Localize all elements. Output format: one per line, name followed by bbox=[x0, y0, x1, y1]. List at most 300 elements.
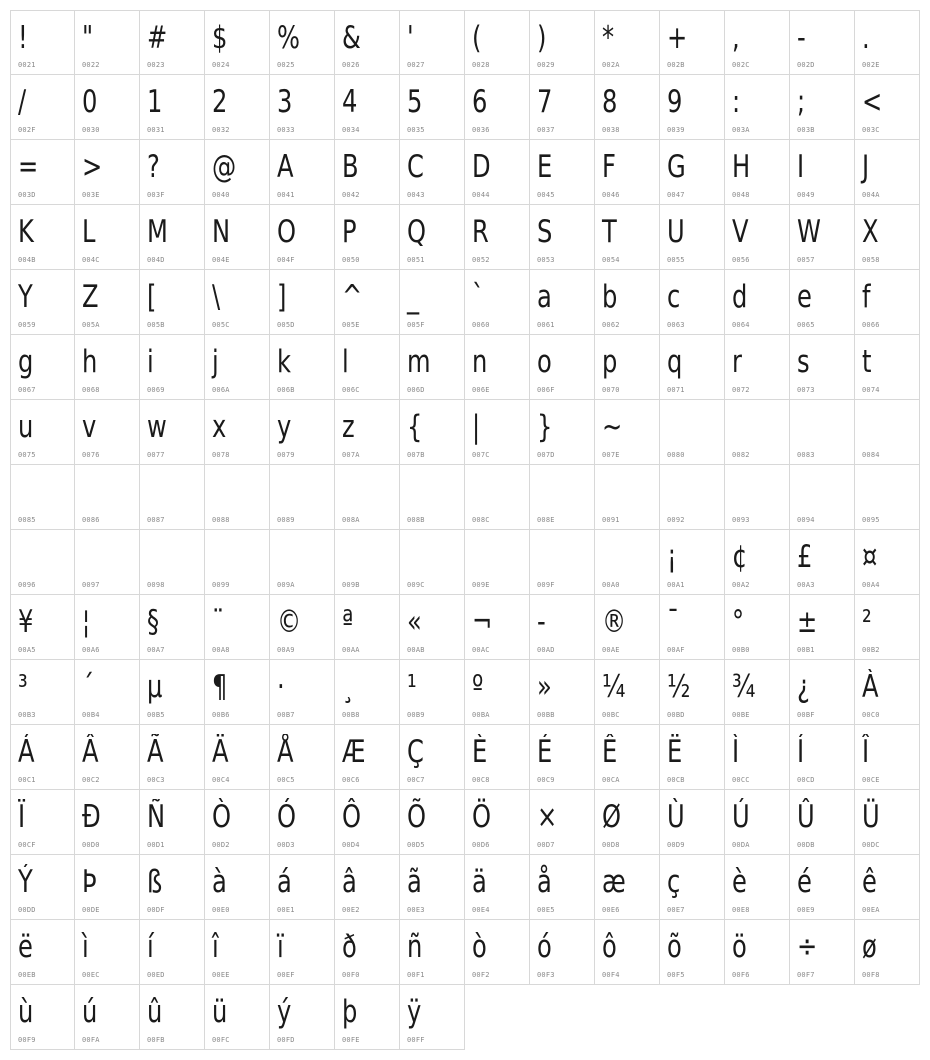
glyph-code: 004C bbox=[82, 256, 100, 264]
glyph-cell bbox=[530, 660, 595, 725]
glyph-code: 003E bbox=[82, 191, 100, 199]
glyph-char: h bbox=[82, 344, 98, 380]
glyph-code: 00F4 bbox=[602, 971, 620, 979]
glyph-char: Ó bbox=[277, 799, 297, 835]
glyph-cell bbox=[725, 270, 790, 335]
glyph-code: 0048 bbox=[732, 191, 750, 199]
glyph-code: 0034 bbox=[342, 126, 360, 134]
glyph-char: ¶ bbox=[212, 669, 228, 705]
glyph-grid bbox=[10, 10, 920, 1050]
glyph-code: 00AD bbox=[537, 646, 555, 654]
glyph-code: 0072 bbox=[732, 386, 750, 394]
glyph-cell bbox=[270, 335, 335, 400]
glyph-code: 0056 bbox=[732, 256, 750, 264]
glyph-code: 004F bbox=[277, 256, 295, 264]
glyph-code: 00FD bbox=[277, 1036, 295, 1044]
glyph-char: û bbox=[147, 994, 163, 1030]
glyph-char: 3 bbox=[277, 84, 293, 120]
glyph-code: 00E5 bbox=[537, 906, 555, 914]
glyph-cell bbox=[335, 985, 400, 1050]
glyph-code: 005C bbox=[212, 321, 230, 329]
glyph-char: N bbox=[212, 214, 231, 250]
glyph-cell bbox=[595, 595, 660, 660]
glyph-cell bbox=[75, 205, 140, 270]
glyph-code: 002C bbox=[732, 61, 750, 69]
glyph-char: ¬ bbox=[472, 604, 493, 640]
glyph-code: 0065 bbox=[797, 321, 815, 329]
glyph-char: & bbox=[342, 20, 361, 56]
glyph-code: 005A bbox=[82, 321, 100, 329]
glyph-cell bbox=[790, 725, 855, 790]
glyph-code: 00BD bbox=[667, 711, 685, 719]
glyph-char: f bbox=[862, 279, 871, 315]
glyph-cell bbox=[75, 465, 140, 530]
glyph-char: § bbox=[147, 604, 160, 640]
glyph-cell bbox=[400, 205, 465, 270]
glyph-cell bbox=[335, 855, 400, 920]
glyph-code: 00A7 bbox=[147, 646, 165, 654]
glyph-cell bbox=[205, 855, 270, 920]
glyph-char: " bbox=[82, 20, 94, 56]
glyph-code: 00E6 bbox=[602, 906, 620, 914]
glyph-code: 0024 bbox=[212, 61, 230, 69]
glyph-cell bbox=[270, 855, 335, 920]
glyph-char: ý bbox=[277, 994, 292, 1030]
glyph-cell bbox=[595, 725, 660, 790]
glyph-cell bbox=[790, 530, 855, 595]
glyph-cell bbox=[270, 595, 335, 660]
glyph-code: 0033 bbox=[277, 126, 295, 134]
glyph-char: Z bbox=[82, 279, 99, 315]
glyph-cell bbox=[725, 595, 790, 660]
glyph-char: Î bbox=[862, 734, 870, 770]
glyph-cell bbox=[335, 725, 400, 790]
glyph-code: 00A1 bbox=[667, 581, 685, 589]
glyph-cell bbox=[75, 270, 140, 335]
glyph-cell bbox=[725, 855, 790, 920]
glyph-cell bbox=[140, 335, 205, 400]
glyph-cell bbox=[790, 920, 855, 985]
glyph-cell bbox=[465, 10, 530, 75]
glyph-char: Ò bbox=[212, 799, 232, 835]
glyph-char: £ bbox=[797, 539, 813, 575]
glyph-code: 0070 bbox=[602, 386, 620, 394]
glyph-code: 0046 bbox=[602, 191, 620, 199]
glyph-code: 0023 bbox=[147, 61, 165, 69]
glyph-cell bbox=[400, 790, 465, 855]
glyph-code: 00C9 bbox=[537, 776, 555, 784]
glyph-code: 0097 bbox=[82, 581, 100, 589]
glyph-cell bbox=[335, 465, 400, 530]
glyph-char: Ô bbox=[342, 799, 362, 835]
glyph-char: s bbox=[797, 344, 810, 380]
glyph-code: 002A bbox=[602, 61, 620, 69]
glyph-char: @ bbox=[212, 149, 237, 185]
glyph-code: 0084 bbox=[862, 451, 880, 459]
glyph-code: 00C3 bbox=[147, 776, 165, 784]
glyph-cell bbox=[335, 790, 400, 855]
glyph-cell bbox=[205, 920, 270, 985]
glyph-char: í bbox=[147, 929, 154, 965]
glyph-code: 0089 bbox=[277, 516, 295, 524]
glyph-char: æ bbox=[602, 864, 626, 900]
glyph-char: R bbox=[472, 214, 489, 250]
glyph-cell bbox=[335, 140, 400, 205]
glyph-cell bbox=[790, 10, 855, 75]
glyph-char: ~ bbox=[602, 409, 623, 445]
glyph-code: 00D7 bbox=[537, 841, 555, 849]
glyph-code: 003A bbox=[732, 126, 750, 134]
glyph-char: Ý bbox=[18, 864, 33, 900]
glyph-cell bbox=[595, 205, 660, 270]
glyph-char: ( bbox=[472, 20, 482, 56]
glyph-code: 00DD bbox=[18, 906, 36, 914]
glyph-code: 0076 bbox=[82, 451, 100, 459]
glyph-cell bbox=[140, 985, 205, 1050]
glyph-code: 00F9 bbox=[18, 1036, 36, 1044]
glyph-char: º bbox=[472, 669, 484, 705]
glyph-cell bbox=[725, 530, 790, 595]
glyph-code: 0041 bbox=[277, 191, 295, 199]
glyph-cell bbox=[660, 205, 725, 270]
glyph-char: Õ bbox=[407, 799, 427, 835]
glyph-code: 00CA bbox=[602, 776, 620, 784]
glyph-code: 00CC bbox=[732, 776, 750, 784]
glyph-cell bbox=[725, 400, 790, 465]
glyph-code: 00DA bbox=[732, 841, 750, 849]
glyph-code: 0064 bbox=[732, 321, 750, 329]
glyph-char: ´ bbox=[82, 669, 95, 705]
glyph-cell bbox=[660, 465, 725, 530]
glyph-code: 008E bbox=[537, 516, 555, 524]
glyph-code: 00D8 bbox=[602, 841, 620, 849]
glyph-cell bbox=[725, 790, 790, 855]
glyph-cell bbox=[140, 725, 205, 790]
glyph-cell bbox=[140, 205, 205, 270]
glyph-char: G bbox=[667, 149, 686, 185]
glyph-char: W bbox=[797, 214, 821, 250]
glyph-cell bbox=[10, 530, 75, 595]
glyph-cell bbox=[400, 335, 465, 400]
glyph-cell bbox=[660, 75, 725, 140]
glyph-char: 7 bbox=[537, 84, 553, 120]
glyph-char: Ö bbox=[472, 799, 492, 835]
glyph-char: O bbox=[277, 214, 297, 250]
glyph-cell bbox=[205, 595, 270, 660]
glyph-cell bbox=[530, 75, 595, 140]
glyph-cell bbox=[725, 140, 790, 205]
glyph-cell bbox=[465, 855, 530, 920]
glyph-code: 00C5 bbox=[277, 776, 295, 784]
glyph-code: 007C bbox=[472, 451, 490, 459]
glyph-char: F bbox=[602, 149, 616, 185]
glyph-cell bbox=[140, 530, 205, 595]
glyph-char: V bbox=[732, 214, 749, 250]
glyph-cell bbox=[660, 400, 725, 465]
glyph-char: A bbox=[277, 149, 294, 185]
glyph-code: 00B3 bbox=[18, 711, 36, 719]
glyph-code: 004D bbox=[147, 256, 165, 264]
glyph-code: 00A2 bbox=[732, 581, 750, 589]
glyph-char: ° bbox=[732, 604, 745, 640]
glyph-cell bbox=[75, 140, 140, 205]
glyph-char: Ã bbox=[147, 734, 164, 770]
glyph-char: I bbox=[797, 149, 805, 185]
glyph-code: 0029 bbox=[537, 61, 555, 69]
glyph-char: « bbox=[407, 604, 422, 640]
glyph-code: 00AE bbox=[602, 646, 620, 654]
glyph-code: 00D4 bbox=[342, 841, 360, 849]
glyph-char: ã bbox=[407, 864, 422, 900]
glyph-char: » bbox=[537, 669, 552, 705]
glyph-char: á bbox=[277, 864, 292, 900]
glyph-char: Ï bbox=[18, 799, 26, 835]
glyph-cell bbox=[790, 465, 855, 530]
glyph-cell bbox=[75, 920, 140, 985]
glyph-code: 00D9 bbox=[667, 841, 685, 849]
glyph-cell bbox=[205, 465, 270, 530]
glyph-code: 0047 bbox=[667, 191, 685, 199]
glyph-cell bbox=[790, 140, 855, 205]
glyph-cell bbox=[140, 140, 205, 205]
glyph-char: · bbox=[277, 669, 285, 705]
glyph-char: ö bbox=[732, 929, 747, 965]
glyph-code: 00B7 bbox=[277, 711, 295, 719]
glyph-code: 00F0 bbox=[342, 971, 360, 979]
glyph-cell bbox=[270, 920, 335, 985]
glyph-char: ¦ bbox=[82, 604, 91, 640]
glyph-cell bbox=[10, 595, 75, 660]
glyph-cell bbox=[465, 725, 530, 790]
glyph-cell bbox=[595, 465, 660, 530]
glyph-code: 0067 bbox=[18, 386, 36, 394]
glyph-code: 0091 bbox=[602, 516, 620, 524]
glyph-code: 00A3 bbox=[797, 581, 815, 589]
glyph-code: 00AF bbox=[667, 646, 685, 654]
glyph-code: 00B1 bbox=[797, 646, 815, 654]
glyph-char: X bbox=[862, 214, 879, 250]
glyph-char: M bbox=[147, 214, 168, 250]
glyph-char: ï bbox=[277, 929, 284, 965]
glyph-char: i bbox=[147, 344, 154, 380]
glyph-cell bbox=[855, 400, 920, 465]
glyph-cell bbox=[335, 595, 400, 660]
glyph-char: ò bbox=[472, 929, 487, 965]
glyph-code: 0035 bbox=[407, 126, 425, 134]
glyph-char: 8 bbox=[602, 84, 618, 120]
glyph-char: ª bbox=[342, 604, 354, 640]
glyph-code: 009B bbox=[342, 581, 360, 589]
glyph-code: 00B8 bbox=[342, 711, 360, 719]
glyph-char: ` bbox=[472, 279, 485, 315]
glyph-code: 00C6 bbox=[342, 776, 360, 784]
glyph-char: J bbox=[862, 149, 870, 185]
glyph-char: ú bbox=[82, 994, 98, 1030]
glyph-cell bbox=[660, 595, 725, 660]
glyph-code: 00BB bbox=[537, 711, 555, 719]
glyph-char: k bbox=[277, 344, 292, 380]
glyph-code: 00DC bbox=[862, 841, 880, 849]
glyph-code: 00CD bbox=[797, 776, 815, 784]
glyph-code: 00D0 bbox=[82, 841, 100, 849]
glyph-cell bbox=[400, 75, 465, 140]
glyph-cell bbox=[725, 920, 790, 985]
glyph-char: 1 bbox=[147, 84, 163, 120]
glyph-code: 0073 bbox=[797, 386, 815, 394]
glyph-cell bbox=[205, 790, 270, 855]
glyph-cell bbox=[465, 400, 530, 465]
glyph-char: ^ bbox=[342, 279, 363, 315]
glyph-cell bbox=[465, 595, 530, 660]
glyph-cell bbox=[270, 140, 335, 205]
glyph-code: 00CB bbox=[667, 776, 685, 784]
glyph-code: 00F6 bbox=[732, 971, 750, 979]
glyph-cell bbox=[10, 75, 75, 140]
glyph-code: 006C bbox=[342, 386, 360, 394]
glyph-cell bbox=[530, 140, 595, 205]
glyph-cell bbox=[10, 660, 75, 725]
glyph-char: 5 bbox=[407, 84, 423, 120]
glyph-code: 005D bbox=[277, 321, 295, 329]
glyph-code: 00EC bbox=[82, 971, 100, 979]
glyph-code: 0043 bbox=[407, 191, 425, 199]
glyph-char: ä bbox=[472, 864, 487, 900]
glyph-code: 0069 bbox=[147, 386, 165, 394]
glyph-code: 006B bbox=[277, 386, 295, 394]
glyph-char: d bbox=[732, 279, 748, 315]
glyph-cell bbox=[75, 855, 140, 920]
glyph-cell bbox=[205, 985, 270, 1050]
glyph-cell bbox=[140, 465, 205, 530]
glyph-cell bbox=[530, 790, 595, 855]
glyph-char: ç bbox=[667, 864, 681, 900]
glyph-char: = bbox=[18, 149, 39, 185]
glyph-code: 009E bbox=[472, 581, 490, 589]
glyph-code: 006D bbox=[407, 386, 425, 394]
glyph-code: 00FE bbox=[342, 1036, 360, 1044]
glyph-code: 0027 bbox=[407, 61, 425, 69]
glyph-cell bbox=[855, 790, 920, 855]
glyph-code: 00AA bbox=[342, 646, 360, 654]
glyph-char: É bbox=[537, 734, 553, 770]
glyph-code: 0022 bbox=[82, 61, 100, 69]
glyph-char: Q bbox=[407, 214, 427, 250]
glyph-char: L bbox=[82, 214, 96, 250]
glyph-code: 0031 bbox=[147, 126, 165, 134]
glyph-code: 00CE bbox=[862, 776, 880, 784]
glyph-cell bbox=[660, 920, 725, 985]
glyph-char: , bbox=[732, 20, 740, 56]
glyph-code: 0099 bbox=[212, 581, 230, 589]
glyph-code: 0021 bbox=[18, 61, 36, 69]
glyph-cell bbox=[595, 530, 660, 595]
glyph-char: Y bbox=[18, 279, 33, 315]
glyph-char: È bbox=[472, 734, 488, 770]
glyph-code: 0062 bbox=[602, 321, 620, 329]
glyph-char: > bbox=[82, 149, 103, 185]
glyph-char: n bbox=[472, 344, 488, 380]
glyph-code: 008B bbox=[407, 516, 425, 524]
glyph-code: 0063 bbox=[667, 321, 685, 329]
glyph-cell bbox=[660, 855, 725, 920]
glyph-char: w bbox=[147, 409, 167, 445]
glyph-cell bbox=[400, 140, 465, 205]
glyph-char: S bbox=[537, 214, 553, 250]
glyph-code: 00B0 bbox=[732, 646, 750, 654]
glyph-code: 0030 bbox=[82, 126, 100, 134]
glyph-char: ¾ bbox=[732, 669, 756, 705]
glyph-char: ¿ bbox=[797, 669, 810, 705]
glyph-code: 007B bbox=[407, 451, 425, 459]
glyph-char: % bbox=[277, 20, 300, 56]
glyph-cell bbox=[270, 985, 335, 1050]
glyph-cell bbox=[530, 855, 595, 920]
glyph-char: ¸ bbox=[342, 669, 355, 705]
glyph-cell bbox=[790, 400, 855, 465]
glyph-char: ¯ bbox=[667, 604, 680, 640]
glyph-cell bbox=[140, 855, 205, 920]
glyph-code: 0066 bbox=[862, 321, 880, 329]
glyph-code: 0036 bbox=[472, 126, 490, 134]
glyph-cell bbox=[140, 10, 205, 75]
glyph-code: 00BC bbox=[602, 711, 620, 719]
glyph-char: c bbox=[667, 279, 681, 315]
glyph-code: 005B bbox=[147, 321, 165, 329]
glyph-char: ¤ bbox=[862, 539, 878, 575]
glyph-char: _ bbox=[407, 279, 420, 315]
glyph-cell bbox=[10, 790, 75, 855]
glyph-code: 00B4 bbox=[82, 711, 100, 719]
glyph-code: 007D bbox=[537, 451, 555, 459]
glyph-char: ß bbox=[147, 864, 163, 900]
glyph-char: Ú bbox=[732, 799, 750, 835]
glyph-code: 00C0 bbox=[862, 711, 880, 719]
glyph-cell bbox=[75, 790, 140, 855]
glyph-code: 005E bbox=[342, 321, 360, 329]
glyph-cell bbox=[335, 530, 400, 595]
glyph-char: - bbox=[797, 20, 806, 56]
glyph-char: 2 bbox=[212, 84, 228, 120]
glyph-code: 0080 bbox=[667, 451, 685, 459]
glyph-cell bbox=[10, 140, 75, 205]
glyph-code: 00FA bbox=[82, 1036, 100, 1044]
glyph-cell bbox=[140, 595, 205, 660]
glyph-code: 0094 bbox=[797, 516, 815, 524]
glyph-code: 0079 bbox=[277, 451, 295, 459]
glyph-code: 0045 bbox=[537, 191, 555, 199]
glyph-code: 00A9 bbox=[277, 646, 295, 654]
glyph-code: 0058 bbox=[862, 256, 880, 264]
glyph-cell bbox=[270, 205, 335, 270]
glyph-char: ' bbox=[407, 20, 414, 56]
glyph-cell bbox=[595, 855, 660, 920]
glyph-char: u bbox=[18, 409, 34, 445]
glyph-code: 00A0 bbox=[602, 581, 620, 589]
glyph-cell bbox=[400, 725, 465, 790]
glyph-code: 0093 bbox=[732, 516, 750, 524]
glyph-cell bbox=[855, 335, 920, 400]
glyph-cell bbox=[75, 530, 140, 595]
glyph-char: ü bbox=[212, 994, 228, 1030]
glyph-cell bbox=[790, 205, 855, 270]
glyph-cell bbox=[10, 335, 75, 400]
glyph-code: 0096 bbox=[18, 581, 36, 589]
glyph-char: \ bbox=[212, 279, 221, 315]
glyph-cell bbox=[660, 530, 725, 595]
glyph-char: Ê bbox=[602, 734, 618, 770]
glyph-cell bbox=[205, 530, 270, 595]
glyph-cell bbox=[790, 855, 855, 920]
